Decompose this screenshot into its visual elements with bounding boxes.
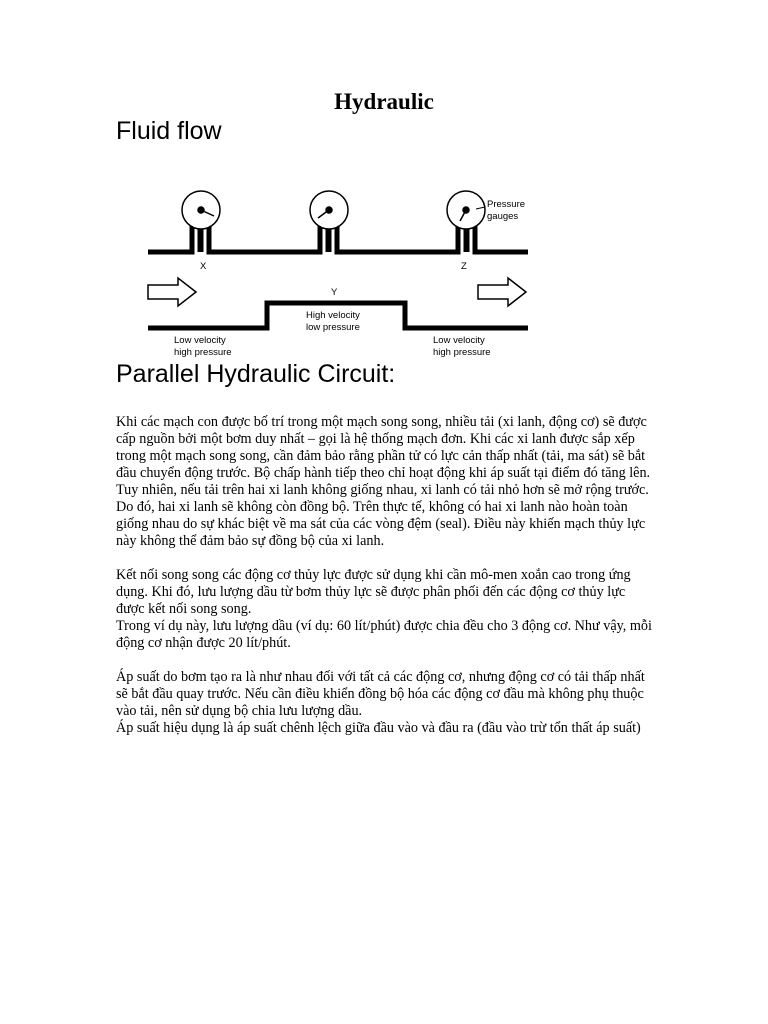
paragraph: Áp suất do bơm tạo ra là như nhau đối với tất cả các động cơ, nhưng động cơ có tải thấp nhất sẽ bắt đầu quay trước. Nếu cần điều khiển đồng bộ hóa các động cơ đầu mà không phụ thuộc vào tải, nên sử dụng bộ chia lưu lượng dầu. [116, 669, 645, 719]
right-label-line2: high pressure [433, 347, 491, 358]
venturi-flow-diagram [140, 185, 540, 365]
left-label-line1: Low velocity [174, 335, 226, 346]
right-label-line1: Low velocity [433, 335, 485, 346]
inlet-flow-arrow-icon [148, 278, 196, 306]
body-text [116, 414, 656, 737]
center-label-line1: High velocity [306, 310, 360, 321]
parallel-circuit-heading: Parallel Hydraulic Circuit: [116, 360, 396, 388]
pressure-gauge-x [182, 191, 220, 229]
gauge-label-line2: gauges [487, 211, 519, 222]
pressure-gauge-y [310, 191, 348, 229]
document-title: Hydraulic [334, 89, 434, 114]
paragraph: Kết nối song song các động cơ thủy lực được sử dụng khi cần mô-men xoắn cao trong ứng dụng. Khi đó, lưu lượng dầu từ bơm thủy lực sẽ được phân phối đến các động cơ thủy lực được kết nối song song. [116, 567, 631, 617]
paragraph: Khi các mạch con được bố trí trong một mạch song song, nhiều tải (xi lanh, động cơ) sẽ được cấp nguồn bởi một bơm duy nhất – gọi là hệ thống mạch đơn. Khi các xi lanh được sắp xếp trong một mạch song song, cần đảm bảo rằng phần tử có lực cản thấp nhất (tải, ma sát) sẽ bắt đầu chuyển động trước. Bộ chấp hành tiếp theo chỉ hoạt động khi áp suất tại điểm đó tăng lên. [116, 414, 651, 481]
pressure-gauge-z [447, 191, 485, 229]
paragraph: Tuy nhiên, nếu tải trên hai xi lanh không giống nhau, xi lanh có tải nhỏ hơn sẽ mở rộng trước. Do đó, hai xi lanh sẽ không còn đồng bộ. Trên thực tế, không có hai xi lanh nào hoàn toàn giống nhau do sự khác biệt về ma sát của các vòng đệm (seal). Điều này khiến mạch thủy lực này không thể đảm bảo sự đồng bộ của xi lanh. [116, 482, 649, 549]
center-label-line2: low pressure [306, 322, 360, 333]
point-x-label: X [200, 261, 207, 272]
paragraph: Trong ví dụ này, lưu lượng dầu (ví dụ: 60 lít/phút) được chia đều cho 3 động cơ. Như vậy, mỗi động cơ nhận được 20 lít/phút. [116, 618, 652, 651]
outlet-flow-arrow-icon [478, 278, 526, 306]
fluid-flow-heading: Fluid flow [116, 117, 222, 145]
paragraph: Áp suất hiệu dụng là áp suất chênh lệch giữa đầu vào và đầu ra (đầu vào trừ tổn thất áp suất) [116, 720, 641, 736]
left-label-line2: high pressure [174, 347, 232, 358]
point-z-label: Z [461, 261, 467, 272]
gauge-label-line1: Pressure [487, 199, 526, 210]
point-y-label: Y [331, 287, 338, 298]
